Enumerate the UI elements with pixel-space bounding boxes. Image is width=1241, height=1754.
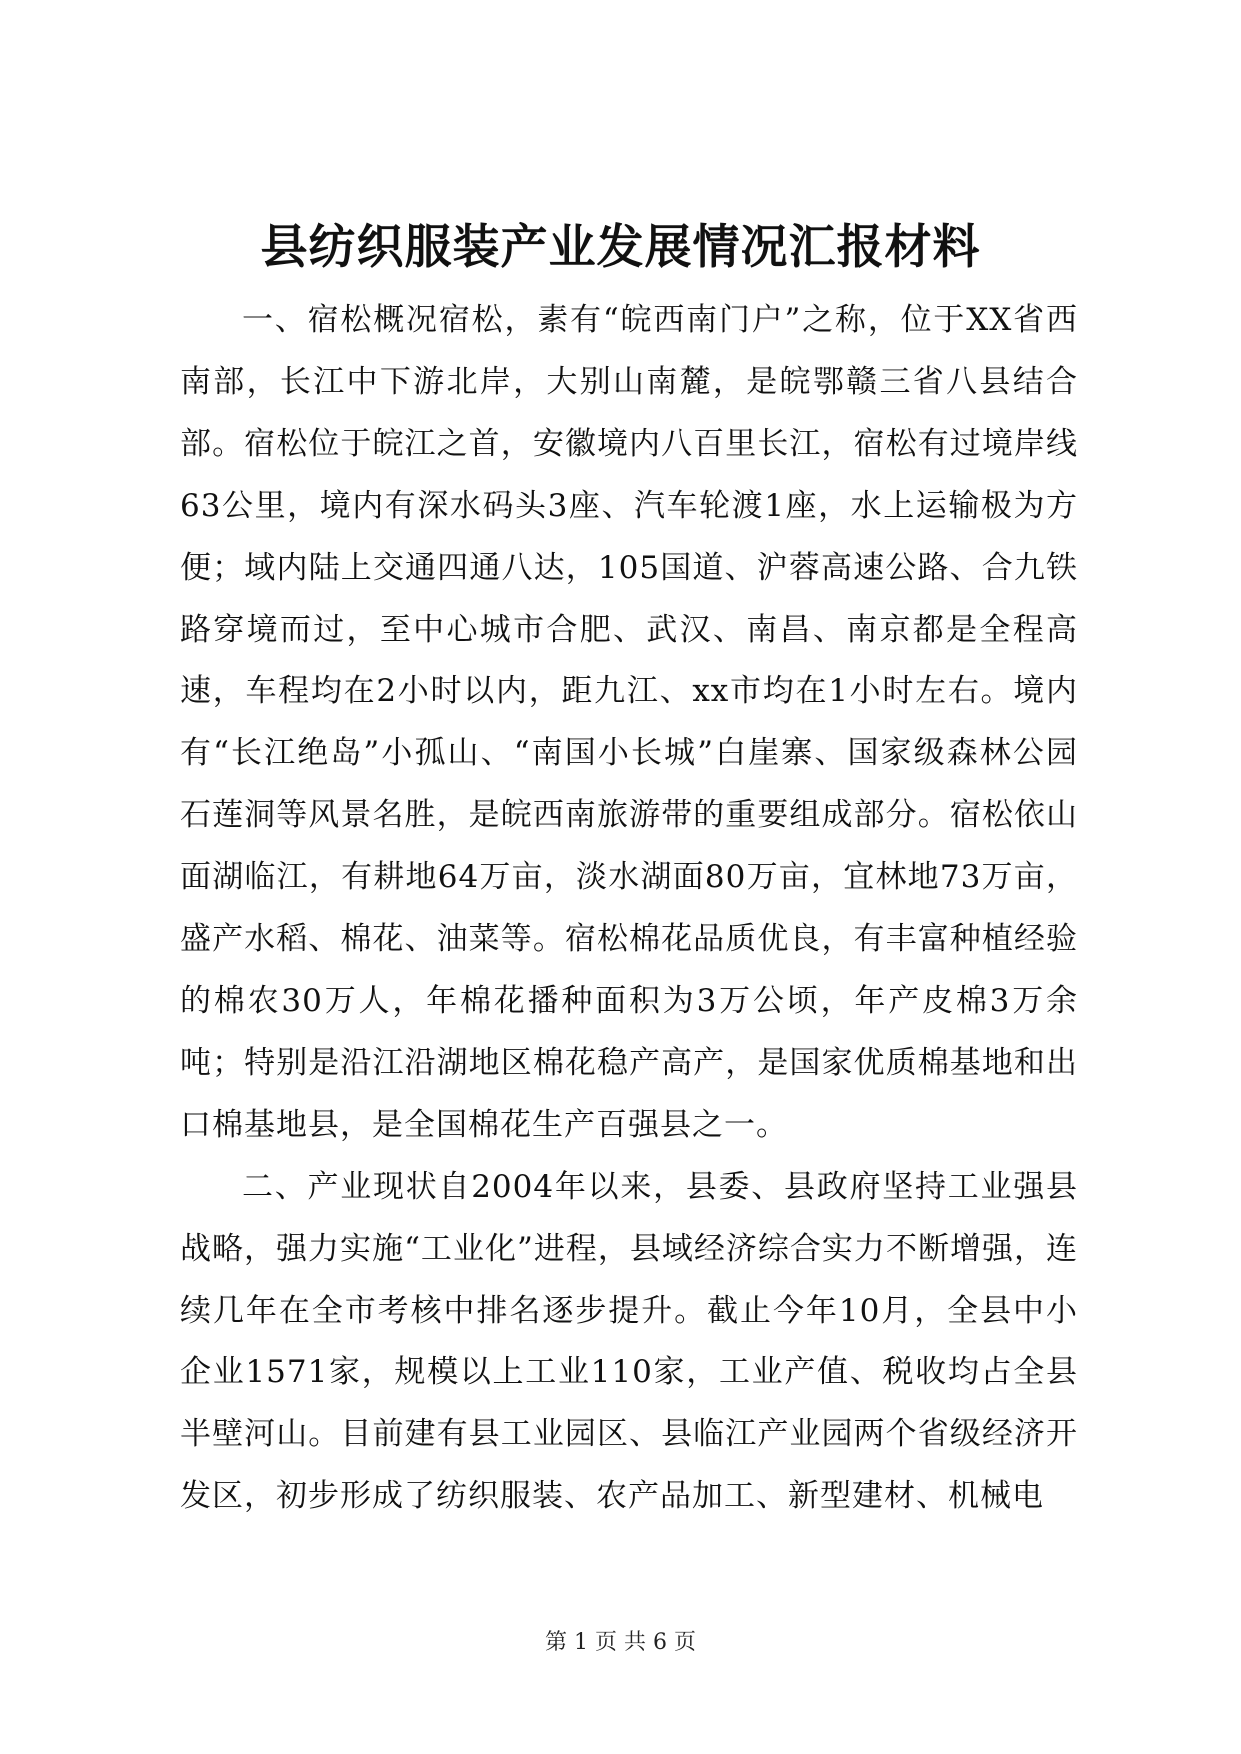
paragraph-overview: 一、宿松概况宿松，素有“皖西南门户”之称，位于XX省西南部，长江中下游北岸，大别山南麓，是皖鄂赣三省八县结合部。宿松位于皖江之首，安徽境内八百里长江，宿松有过境岸线63公里，境内有深水码头3座、汽车轮渡1座，水上运输极为方便；域内陆上交通四通八达，105国道、沪蓉高速公路、合九铁路穿境而过，至中心城市合肥、武汉、南昌、南京都是全程高速，车程均在2小时以内，距九江、xx市均在1小时左右。境内有“长江绝岛”小孤山、“南国小长城”白崖寨、国家级森林公园石莲洞等风景名胜，是皖西南旅游带的重要组成部分。宿松依山面湖临江，有耕地64万亩，淡水湖面80万亩，宜林地73万亩，盛产水稻、棉花、油菜等。宿松棉花品质优良，有丰富种植经验的棉农30万人，年棉花播种面积为3万公顷，年产皮棉3万余吨；特别是沿江沿湖地区棉花稳产高产，是国家优质棉基地和出口棉基地县，是全国棉花生产百强县之一。 (180, 302, 1078, 1143)
document-title: 县纺织服装产业发展情况汇报材料 (260, 220, 981, 275)
page-number-footer: 第 1 页 共 6 页 (545, 1630, 696, 1655)
document-body (180, 290, 1078, 1528)
paragraph-industry-status: 二、产业现状自2004年以来，县委、县政府坚持工业强县战略，强力实施“工业化”进程，县域经济综合实力不断增强，连续几年在全市考核中排名逐步提升。截止今年10月，全县中小企业1571家，规模以上工业110家，工业产值、税收均占全县半壁河山。目前建有县工业园区、县临江产业园两个省级经济开发区，初步形成了纺织服装、农产品加工、新型建材、机械电 (180, 1168, 1078, 1515)
